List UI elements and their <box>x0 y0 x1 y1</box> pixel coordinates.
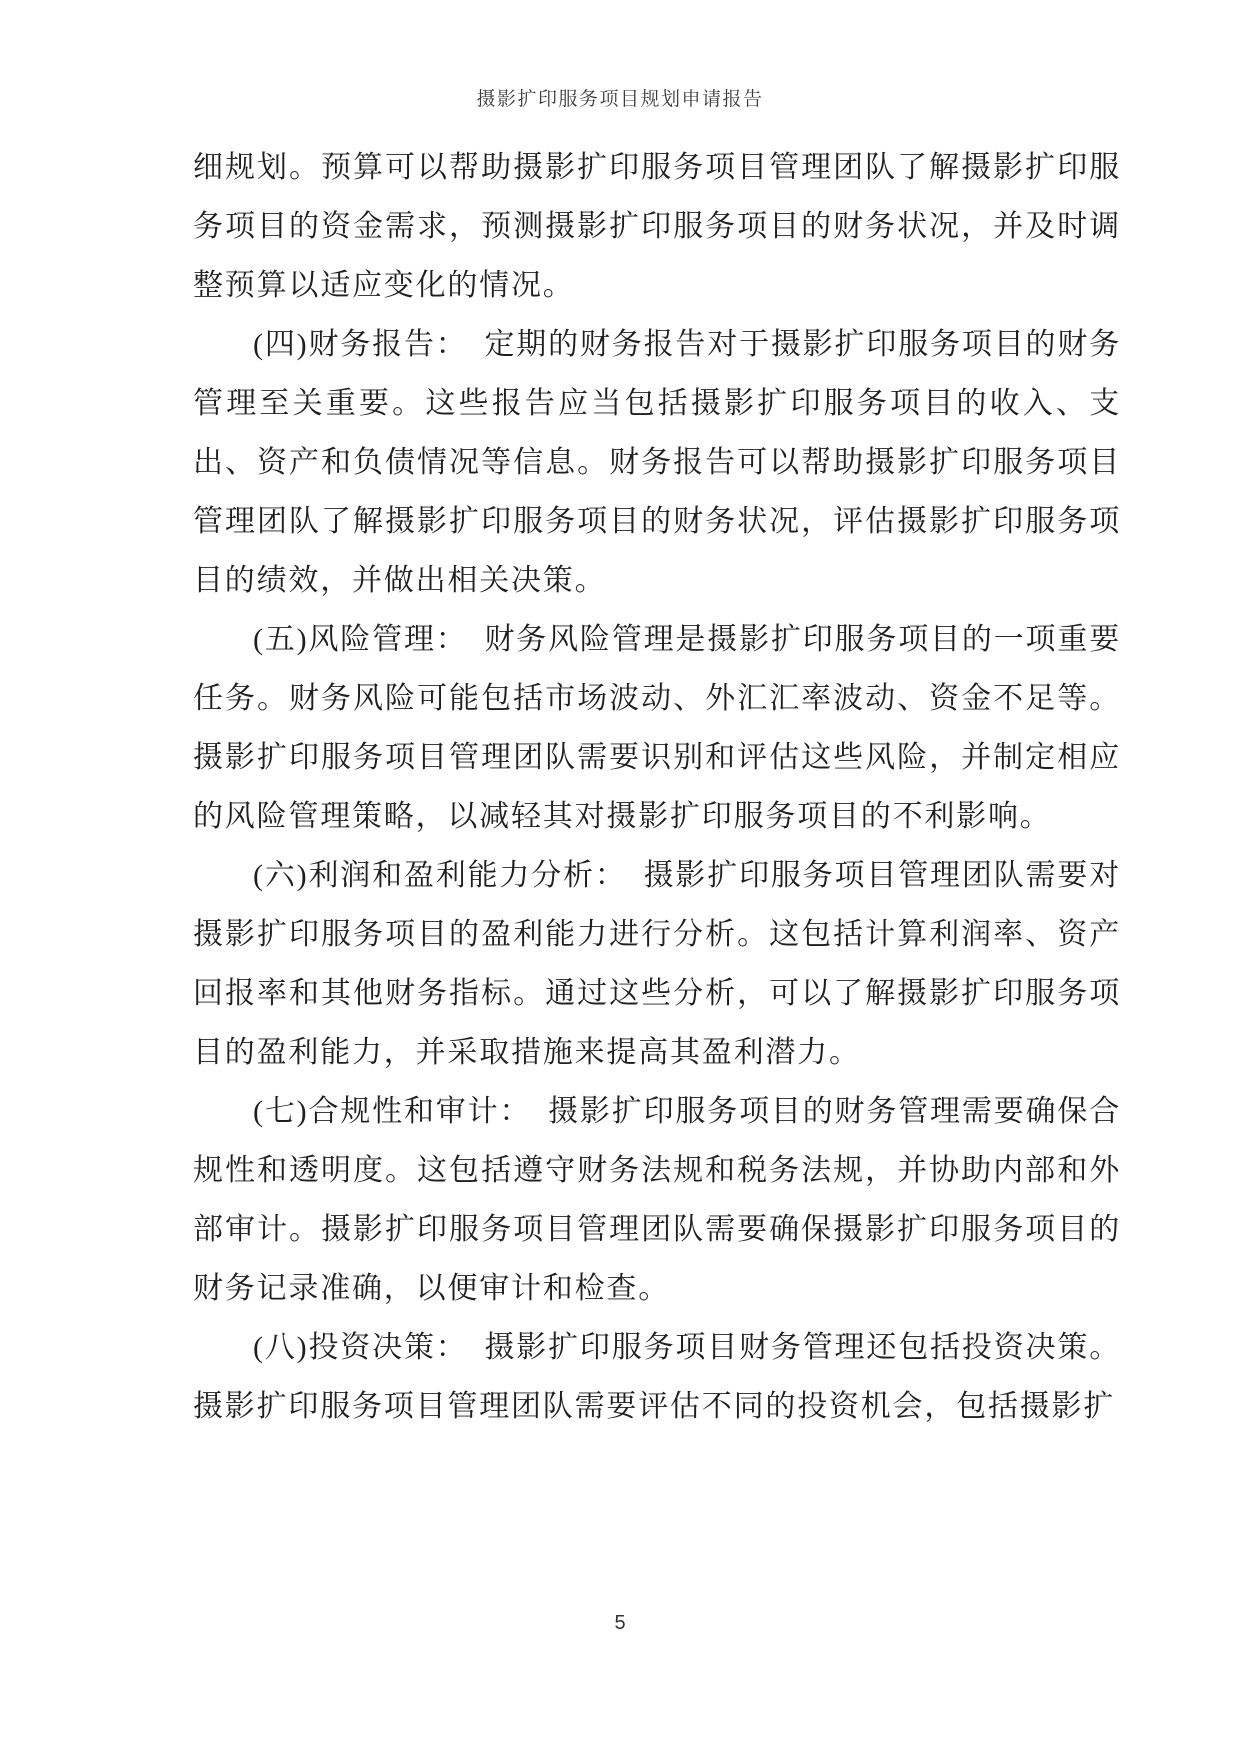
document-body <box>193 138 1121 1436</box>
paragraph: (七)合规性和审计： 摄影扩印服务项目的财务管理需要确保合规性和透明度。这包括遵守财务法规和税务法规，并协助内部和外部审计。摄影扩印服务项目管理团队需要确保摄影扩印服务项目的财务记录准确，以便审计和检查。 <box>193 1095 1121 1305</box>
paragraph: (八)投资决策： 摄影扩印服务项目财务管理还包括投资决策。摄影扩印服务项目管理团队需要评估不同的投资机会，包括摄影扩 <box>193 1331 1121 1423</box>
paragraph: (六)利润和盈利能力分析： 摄影扩印服务项目管理团队需要对摄影扩印服务项目的盈利能力进行分析。这包括计算利润率、资产回报率和其他财务指标。通过这些分析，可以了解摄影扩印服务项目的盈利能力，并采取措施来提高其盈利潜力。 <box>193 859 1121 1069</box>
page-header-title: 摄影扩印服务项目规划申请报告 <box>476 89 764 110</box>
paragraph: (四)财务报告： 定期的财务报告对于摄影扩印服务项目的财务管理至关重要。这些报告应当包括摄影扩印服务项目的收入、支出、资产和负债情况等信息。财务报告可以帮助摄影扩印服务项目管理团队了解摄影扩印服务项目的财务状况，评估摄影扩印服务项目的绩效，并做出相关决策。 <box>193 328 1121 597</box>
paragraph: 细规划。预算可以帮助摄影扩印服务项目管理团队了解摄影扩印服务项目的资金需求，预测摄影扩印服务项目的财务状况，并及时调整预算以适应变化的情况。 <box>193 151 1121 302</box>
page-number: 5 <box>614 1612 626 1634</box>
paragraph: (五)风险管理： 财务风险管理是摄影扩印服务项目的一项重要任务。财务风险可能包括市场波动、外汇汇率波动、资金不足等。摄影扩印服务项目管理团队需要识别和评估这些风险，并制定相应的风险管理策略，以减轻其对摄影扩印服务项目的不利影响。 <box>193 623 1121 833</box>
